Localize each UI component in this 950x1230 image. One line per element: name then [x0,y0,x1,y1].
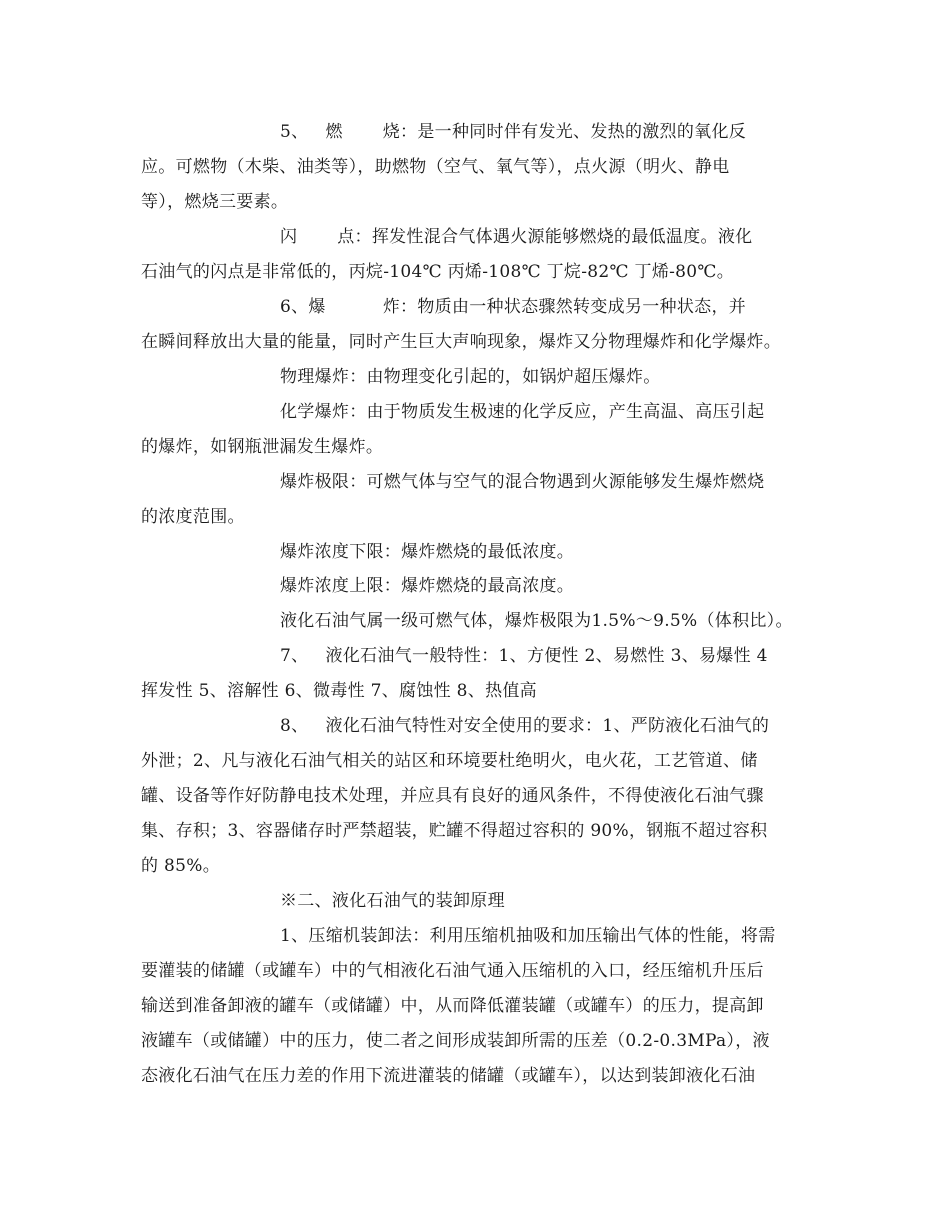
text-line: 的 85%。 [141,856,220,876]
text-line: 在瞬间释放出大量的能量，同时产生巨大声响现象，爆炸又分物理爆炸和化学爆炸。 [141,332,782,352]
text-line: 6、爆 炸：物质由一种状态骤然转变成另一种状态，并 [280,297,747,317]
text-line: 液罐车（或储罐）中的压力，使二者之间形成装卸所需的压差（0.2-0.3MPa），液 [141,1031,770,1051]
text-line: 石油气的闪点是非常低的，丙烷-104℃ 丙烯-108℃ 丁烷-82℃ 丁烯-80℃。 [141,262,735,282]
text-line: 态液化石油气在压力差的作用下流进灌装的储罐（或罐车），以达到装卸液化石油 [141,1066,756,1086]
text-line: 爆炸极限：可燃气体与空气的混合物遇到火源能够发生爆炸燃烧 [280,472,765,492]
text-line: 应。可燃物（木柴、油类等），助燃物（空气、氧气等），点火源（明火、静电 [141,157,730,177]
text-line: 液化石油气属一级可燃气体，爆炸极限为1.5%～9.5%（体积比）。 [280,611,793,631]
text-line: 要灌装的储罐（或罐车）中的气相液化石油气通入压缩机的入口，经压缩机升压后 [141,961,764,981]
text-line: 外泄；2、凡与液化石油气相关的站区和环境要杜绝明火，电火花，工艺管道、储 [141,751,758,771]
text-line: 化学爆炸：由于物质发生极速的化学反应，产生高温、高压引起 [280,402,765,422]
text-line: 的爆炸，如钢瓶泄漏发生爆炸。 [141,437,384,457]
text-line: 等），燃烧三要素。 [141,192,289,212]
text-line: 挥发性 5、溶解性 6、微毒性 7、腐蚀性 8、热值高 [141,681,537,701]
text-line: 输送到准备卸液的罐车（或储罐）中，从而降低灌装罐（或罐车）的压力，提高卸 [141,996,764,1016]
text-line: 闪 点：挥发性混合气体遇火源能够燃烧的最低温度。液化 [280,227,753,247]
text-line: 的浓度范围。 [141,507,245,527]
text-line: 5、 燃 烧：是一种同时伴有发光、发热的激烈的氧化反 [280,122,747,142]
section-heading: ※二、液化石油气的装卸原理 [280,891,505,911]
text-line: 1、压缩机装卸法：利用压缩机抽吸和加压输出气体的性能，将需 [280,926,776,946]
text-line: 集、存积；3、容器储存时严禁超装，贮罐不得超过容积的 90%，钢瓶不超过容积 [141,821,768,841]
text-line: 爆炸浓度下限：爆炸燃烧的最低浓度。 [280,542,575,562]
text-line: 8、 液化石油气特性对安全使用的要求：1、严防液化石油气的 [280,716,770,736]
text-line: 物理爆炸：由物理变化引起的，如锅炉超压爆炸。 [280,367,661,387]
text-line: 罐、设备等作好防静电技术处理，并应具有良好的通风条件，不得使液化石油气骤 [141,786,764,806]
text-line: 爆炸浓度上限：爆炸燃烧的最高浓度。 [280,576,575,596]
text-line: 7、 液化石油气一般特性：1、方便性 2、易燃性 3、易爆性 4 [280,646,768,666]
